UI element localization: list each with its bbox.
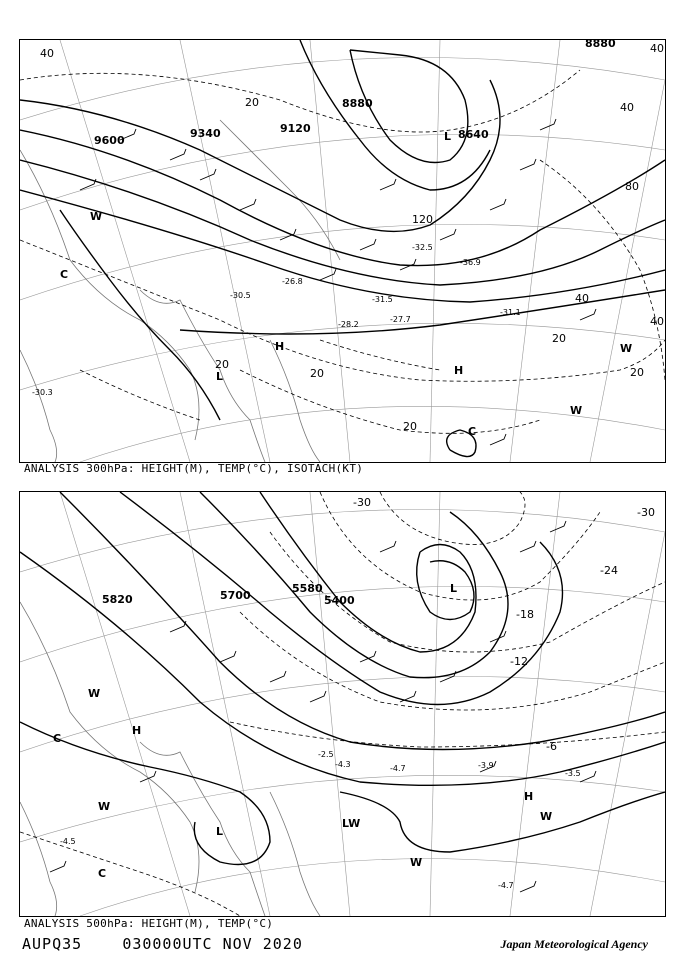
- temp-contour-label: -18: [516, 608, 534, 621]
- isotach-label: 40: [650, 42, 664, 55]
- low-center: L: [450, 582, 458, 595]
- station-temp: -4.7: [390, 764, 406, 773]
- warm-center: W: [90, 210, 103, 223]
- isotach-label: 20: [215, 358, 229, 371]
- station-plots: [32, 243, 521, 397]
- high-center: H: [275, 340, 285, 353]
- coastline: [20, 120, 340, 462]
- height-label: 5700: [220, 589, 251, 602]
- isotach-label: 120: [412, 213, 433, 226]
- warm-center: W: [570, 404, 583, 417]
- height-labels: [102, 582, 355, 607]
- height-label: 5820: [102, 593, 133, 606]
- caption-500hpa: ANALYSIS 500hPa: HEIGHT(M), TEMP(°C): [24, 917, 274, 930]
- height-label: 8880: [342, 97, 373, 110]
- station-temp: -30.5: [230, 291, 251, 300]
- height-contours: [20, 492, 665, 865]
- cold-center: C: [60, 268, 69, 281]
- station-temp: -31.5: [372, 295, 393, 304]
- valid-time: 030000UTC NOV 2020: [122, 935, 303, 953]
- height-label: 5400: [324, 594, 355, 607]
- height-label: 9340: [190, 127, 221, 140]
- station-temp: -32.5: [412, 243, 433, 252]
- temp-contour-label: -30: [637, 506, 655, 519]
- chart-500hpa: [19, 491, 666, 917]
- station-temp: -3.9: [478, 761, 494, 770]
- station-temp: -4.3: [335, 760, 351, 769]
- station-temp: -3.5: [565, 769, 581, 778]
- chart-300hpa: [19, 39, 666, 463]
- pressure-centers: [60, 130, 632, 438]
- height-label: 9120: [280, 122, 311, 135]
- station-temp: -31.1: [500, 308, 521, 317]
- station-temp: -27.7: [390, 315, 411, 324]
- station-temp: -36.9: [460, 258, 481, 267]
- chart-id: AUPQ35: [22, 935, 83, 953]
- wind-barbs: [50, 521, 596, 892]
- isotach-label: 40: [650, 315, 664, 328]
- low-center: L: [444, 130, 452, 143]
- station-temp: -4.7: [498, 881, 514, 890]
- isotach-contours: [20, 70, 665, 433]
- agency-name: Japan Meteorological Agency: [500, 937, 648, 951]
- station-temp: -30.3: [32, 388, 53, 397]
- map-300hpa: [20, 40, 665, 462]
- height-label: 8880: [585, 40, 616, 50]
- isotach-label: 20: [403, 420, 417, 433]
- isotach-label: 20: [630, 366, 644, 379]
- isotach-label: 80: [625, 180, 639, 193]
- station-temp: -26.8: [282, 277, 303, 286]
- isotach-label: 20: [245, 96, 259, 109]
- temp-contours: [20, 492, 665, 916]
- station-temp: -28.2: [338, 320, 359, 329]
- cold-center: C: [468, 425, 477, 438]
- warm-center: W: [540, 810, 553, 823]
- wind-barbs: [80, 119, 596, 445]
- graticule: [20, 492, 665, 916]
- high-center: H: [454, 364, 464, 377]
- cold-center: C: [53, 732, 62, 745]
- station-temp: -2.5: [318, 750, 334, 759]
- station-temp: -4.5: [60, 837, 76, 846]
- isotach-label: 40: [40, 47, 54, 60]
- chart-id-footer: [22, 935, 303, 953]
- pressure-centers: [53, 582, 552, 880]
- high-center: H: [524, 790, 534, 803]
- height-label: 9600: [94, 134, 125, 147]
- warm-center: W: [620, 342, 633, 355]
- height-label: 8640: [458, 128, 489, 141]
- temp-contour-label: -24: [600, 564, 618, 577]
- isotach-label: 20: [310, 367, 324, 380]
- warm-center: W: [88, 687, 101, 700]
- temp-contour-label: -6: [546, 740, 557, 753]
- warm-center: W: [410, 856, 423, 869]
- temp-contour-label: -12: [510, 655, 528, 668]
- low-center: L: [216, 825, 224, 838]
- low-warm-center: LW: [342, 817, 361, 830]
- map-500hpa: [20, 492, 665, 916]
- height-labels: [94, 40, 616, 147]
- isotach-label: 20: [552, 332, 566, 345]
- high-center: H: [132, 724, 142, 737]
- cold-center: C: [98, 867, 107, 880]
- isotach-label: 40: [620, 101, 634, 114]
- low-center: L: [216, 370, 224, 383]
- height-label: 5580: [292, 582, 323, 595]
- caption-300hpa: ANALYSIS 300hPa: HEIGHT(M), TEMP(°C), ISOTACH(KT): [24, 462, 364, 475]
- temp-contour-label: -30: [353, 496, 371, 509]
- warm-center: W: [98, 800, 111, 813]
- isotach-label: 40: [575, 292, 589, 305]
